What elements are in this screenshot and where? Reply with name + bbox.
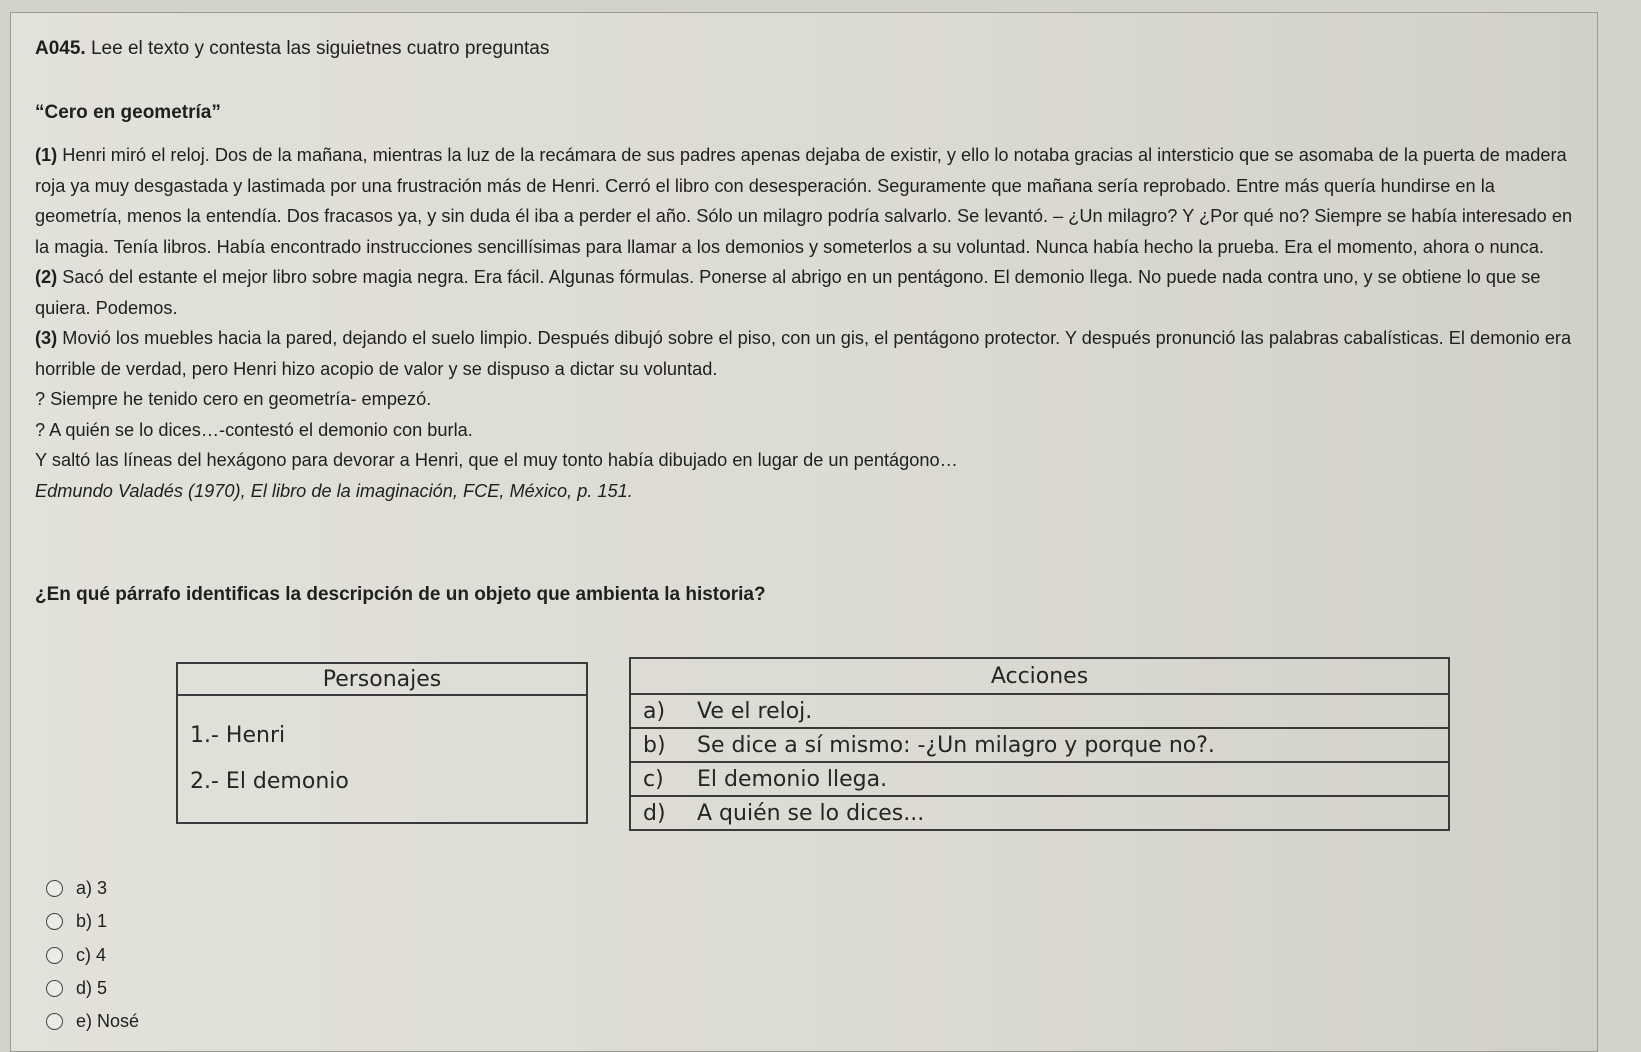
accion-text: Ve el reloj. xyxy=(697,698,813,724)
radio-button[interactable] xyxy=(46,880,63,897)
accion-text: A quién se lo dices... xyxy=(697,800,925,826)
question-header xyxy=(35,38,549,60)
radio-button[interactable] xyxy=(46,947,63,964)
radio-button[interactable] xyxy=(46,980,63,997)
accion-letter: b) xyxy=(643,732,666,758)
paragraph-3 xyxy=(35,323,1575,384)
option-c[interactable] xyxy=(46,939,139,972)
option-label[interactable]: c) 4 xyxy=(76,944,107,965)
accion-letter: a) xyxy=(643,698,666,724)
dialogue-line: Y saltó las líneas del hexágono para devorar a Henri, que el muy tonto había dibujado en lugar de un pentágono… xyxy=(35,450,958,470)
accion-row xyxy=(630,694,1449,728)
personajes-header: Personajes xyxy=(177,663,587,695)
accion-row xyxy=(630,796,1449,830)
paragraph-number: (1) xyxy=(35,145,58,165)
option-e[interactable] xyxy=(46,1005,139,1038)
paragraph-text: Sacó del estante el mejor libro sobre magia negra. Era fácil. Algunas fórmulas. Ponerse al abrigo en un pentágono. El demonio llega. No puede nada contra uno, y se obtiene lo que se quiera. Podemos. xyxy=(35,267,1541,318)
radio-button[interactable] xyxy=(46,1013,63,1030)
option-d[interactable] xyxy=(46,972,139,1005)
option-label[interactable]: d) 5 xyxy=(76,978,108,999)
paragraph-2 xyxy=(35,262,1575,323)
paragraph-number: (3) xyxy=(35,328,58,348)
radio-button[interactable] xyxy=(46,913,63,930)
accion-letter: c) xyxy=(643,766,664,792)
option-label[interactable]: b) 1 xyxy=(76,911,108,932)
citation: Edmundo Valadés (1970), El libro de la imaginación, FCE, México, p. 151. xyxy=(35,480,633,501)
dialogue-line: ? Siempre he tenido cero en geometría- empezó. xyxy=(35,389,432,409)
option-label[interactable]: a) 3 xyxy=(76,878,108,899)
story-text xyxy=(35,140,1575,506)
dialogue-line: ? A quién se lo dices…-contestó el demonio con burla. xyxy=(35,419,473,440)
question-id: A045. xyxy=(35,38,86,59)
option-b[interactable] xyxy=(46,905,139,938)
accion-row xyxy=(630,728,1449,762)
question-instruction: Lee el texto y contesta las siguietnes cuatro preguntas xyxy=(90,38,550,59)
accion-text: Se dice a sí mismo: -¿Un milagro y porque no?. xyxy=(697,732,1215,758)
accion-text: El demonio llega. xyxy=(697,766,888,792)
personajes-table xyxy=(176,662,588,824)
acciones-header: Acciones xyxy=(630,658,1449,694)
story-title: “Cero en geometría” xyxy=(35,102,221,123)
paragraph-1 xyxy=(35,140,1575,262)
personaje-row: 1.- Henri xyxy=(177,695,587,758)
option-label[interactable]: e) Nosé xyxy=(76,1011,140,1032)
accion-row xyxy=(630,762,1449,796)
personaje-row: 2.- El demonio xyxy=(177,758,587,823)
paragraph-number: (2) xyxy=(35,267,58,287)
paragraph-text: Henri miró el reloj. Dos de la mañana, mientras la luz de la recámara de sus padres apenas dejaba de existir, y ello lo notaba gracias al intersticio que se asomaba de la puerta de madera roja ya muy desgastada y lastimada por una frustración más de Henri. Cerró el libro con desesperación. Seguramente que mañana sería reprobado. Entre más quería hundirse en la geometría, menos la entendía. Dos fracasos ya, y sin duda él iba a perder el año. Sólo un milagro podría salvarlo. Se levantó. – ¿Un milagro? Y ¿Por qué no? Siempre se había interesado en la magia. Tenía libros. Había encontrado instrucciones sencillísimas para llamar a los demonios y someterlos a su voluntad. Nunca había hecho la prueba. Era el momento, ahora o nunca. xyxy=(35,145,1573,257)
acciones-table xyxy=(629,657,1450,831)
option-a[interactable] xyxy=(46,872,139,905)
question-prompt: ¿En qué párrafo identificas la descripción de un objeto que ambienta la historia? xyxy=(35,584,766,605)
accion-letter: d) xyxy=(643,800,666,826)
paragraph-text: Movió los muebles hacia la pared, dejando el suelo limpio. Después dibujó sobre el piso, con un gis, el pentágono protector. Y después pronunció las palabras cabalísticas. El demonio era horrible de verdad, pero Henri hizo acopio de valor y se dispuso a dictar su voluntad. xyxy=(35,328,1572,379)
answer-options xyxy=(46,872,139,1038)
